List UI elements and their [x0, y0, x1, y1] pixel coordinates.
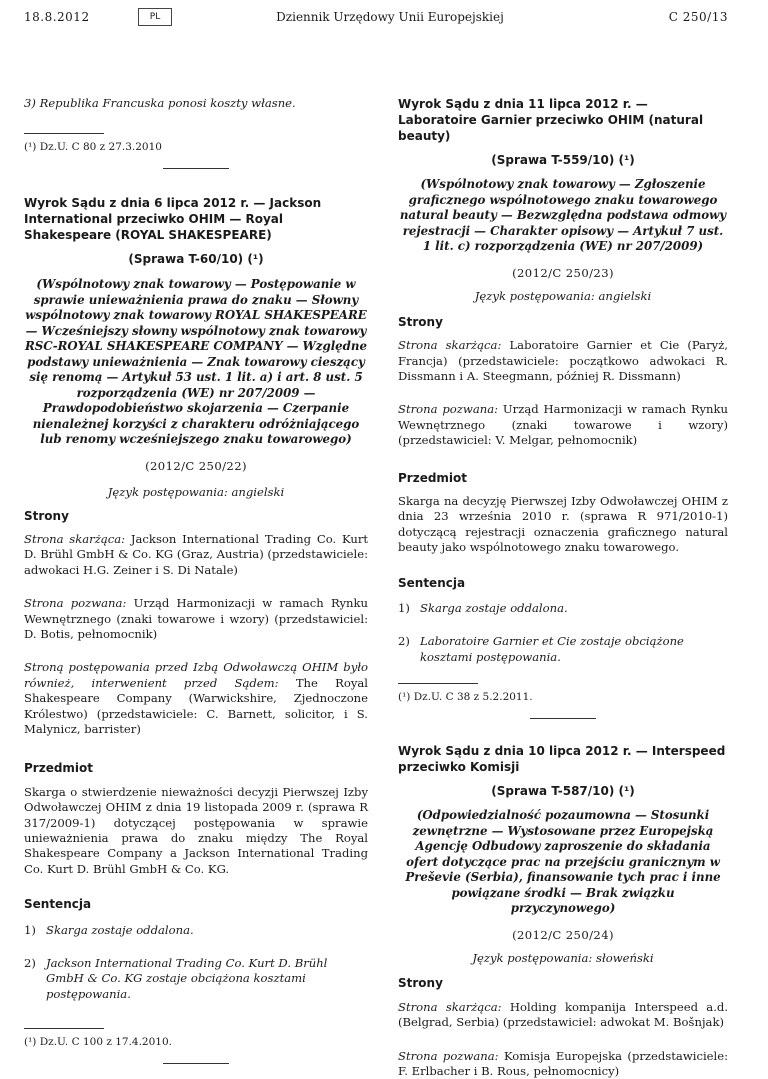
- ruling-item: [398, 601, 728, 616]
- subject-heading: Przedmiot: [24, 761, 94, 776]
- applicant-text: Holding kompanija Interspeed a.d. (Belgrad, Serbia) (przedstawiciel: adwokat M. Bošnjak): [398, 999, 729, 1030]
- case-number: (Sprawa T-559/10) (¹): [491, 153, 635, 167]
- case-title: Wyrok Sądu z dnia 6 lipca 2012 r. — Jackson International przeciwko OHIM — Royal Shakespeare (ROYAL SHAKESPEARE): [24, 195, 322, 242]
- language-of-case: Język postępowania: angielski: [474, 289, 652, 304]
- intervener-label: Stroną postępowania przed Izbą Odwoławczą OHIM było również, interwenient przed Sądem:: [24, 660, 368, 690]
- document-reference: (2012/C 250/24): [512, 927, 614, 942]
- applicant-label: Strona skarżąca:: [24, 531, 126, 546]
- language-box: PL: [138, 8, 172, 26]
- ruling-item: [24, 956, 368, 1002]
- right-column: [398, 96, 728, 1079]
- document-reference: (2012/C 250/23): [512, 265, 614, 280]
- ruling-item-number: 2): [24, 956, 36, 971]
- left-column: [24, 96, 368, 1064]
- section-separator: [530, 718, 596, 719]
- section-separator: [163, 168, 229, 169]
- footnote: (¹) Dz.U. C 38 z 5.2.2011.: [398, 691, 533, 704]
- case-title: Wyrok Sądu z dnia 11 lipca 2012 r. — Laboratoire Garnier przeciwko OHIM (natural beauty): [398, 97, 704, 143]
- applicant-text: Laboratoire Garnier et Cie (Paryż, Francja) (przedstawiciele: początkowo adwokaci R. Dissmann i A. Steegmann, później R. Dissmann): [398, 338, 728, 383]
- case-number: (Sprawa T-60/10) (¹): [128, 251, 264, 266]
- intro-ruling-item: 3) Republika Francuska ponosi koszty własne.: [24, 96, 296, 110]
- applicant-text: Jackson International Trading Co. Kurt D. Brühl GmbH & Co. KG (Graz, Austria) (przedstawiciele: adwokaci H.G. Zeiner i S. Di Natale): [24, 531, 369, 577]
- defendant-paragraph: [398, 1049, 728, 1079]
- parties-heading: Strony: [24, 508, 69, 523]
- intervener-paragraph: [24, 660, 368, 737]
- ruling-item-number: 1): [24, 922, 36, 937]
- applicant-label: Strona skarżąca:: [398, 338, 502, 353]
- ruling-item: [398, 634, 728, 665]
- defendant-label: Strona pozwana:: [24, 596, 127, 611]
- parties-heading: Strony: [398, 976, 443, 991]
- applicant-paragraph: [398, 1000, 728, 1031]
- subject-heading: Przedmiot: [398, 470, 468, 485]
- defendant-text: Urząd Harmonizacji w ramach Rynku Wewnętrznego (znaki towarowe i wzory) (przedstawiciel: D. Botis, pełnomocnik): [24, 596, 368, 641]
- ruling-item: [24, 923, 368, 938]
- defendant-paragraph: [398, 402, 728, 448]
- subject-text: Skarga o stwierdzenie nieważności decyzji Pierwszej Izby Odwoławczej OHIM z dnia 19 listopada 2009 r. (sprawa R 317/2009-1) dotyczącej postępowania w sprawie unieważnienia prawa do znaku między The Royal Shakespeare Company a Jackson International Trading Co. Kurt D. Brühl GmbH & Co. KG.: [24, 784, 368, 876]
- case-keywords: (Wspólnotowy znak towarowy — Postępowanie w sprawie unieważnienia prawa do znaku — Słowny wspólnotowy znak towarowy ROYAL SHAKESPEARE — Wcześniejszy słowny wspólnotowy znak towarowy RSC-ROYAL SHAKESPEARE COMPANY — Względne podstawy unieważnienia — Znak towarowy cieszący się renomą — Artykuł 53 ust. 1 lit. a) i art. 8 ust. 5 rozporządzenia (WE) nr 207/2009 — Prawdopodobieństwo skojarzenia — Czerpanie nienależnej korzyści z charakteru odróżniającego lub renomy wcześniejszego znaku towarowego): [24, 277, 368, 447]
- ruling-heading: Sentencja: [398, 575, 466, 590]
- page-header: [0, 0, 768, 40]
- case-keywords: (Odpowiedzialność pozaumowna — Stosunki zewnętrzne — Wystosowane przez Europejską Agencję Odbudowy zaproszenie do składania ofert dotyczące prac na przejściu granicznym w Preševie (Serbia), finansowanie tych prac i inne powiązane środki — Brak związku przyczynowego): [405, 808, 721, 916]
- parties-heading: Strony: [398, 314, 443, 329]
- ruling-heading: Sentencja: [24, 897, 92, 912]
- ruling-item-text: Skarga zostaje oddalona.: [46, 922, 194, 937]
- footnote-rule: [398, 683, 478, 684]
- applicant-label: Strona skarżąca:: [398, 999, 502, 1014]
- defendant-label: Strona pozwana:: [398, 402, 499, 417]
- language-of-case: Język postępowania: słoweński: [472, 950, 654, 965]
- defendant-text: Komisja Europejska (przedstawiciele: F. Erlbacher i B. Rous, pełnomocnicy): [398, 1048, 728, 1078]
- defendant-text: Urząd Harmonizacji w ramach Rynku Wewnętrznego (znaki towarowe i wzory) (przedstawiciel: V. Melgar, pełnomocnik): [398, 402, 728, 448]
- footnote-rule: [24, 133, 104, 134]
- defendant-label: Strona pozwana:: [398, 1048, 499, 1063]
- ruling-item-number: 2): [398, 634, 410, 649]
- page-reference: C 250/13: [668, 10, 728, 24]
- footnote-rule: [24, 1028, 104, 1029]
- footnote: (¹) Dz.U. C 100 z 17.4.2010.: [24, 1036, 172, 1049]
- journal-title: Dziennik Urzędowy Unii Europejskiej: [276, 10, 504, 24]
- case-title: Wyrok Sądu z dnia 10 lipca 2012 r. — Interspeed przeciwko Komisji: [398, 743, 726, 774]
- document-reference: (2012/C 250/22): [145, 458, 247, 473]
- applicant-paragraph: [398, 338, 728, 384]
- applicant-paragraph: [24, 532, 368, 578]
- case-number: (Sprawa T-587/10) (¹): [491, 783, 635, 798]
- publication-date: 18.8.2012: [24, 10, 90, 24]
- subject-text: Skarga na decyzję Pierwszej Izby Odwoławczej OHIM z dnia 23 września 2010 r. (sprawa R 971/2010-1) dotyczącą rejestracji oznaczenia graficznego natural beauty jako wspólnotowego znaku towarowego.: [398, 493, 728, 555]
- intervener-text: The Royal Shakespeare Company (Warwickshire, Zjednoczone Królestwo) (przedstawiciele: C. Barnett, solicitor, i S. Malynicz, barrister): [24, 675, 368, 736]
- ruling-item-text: Jackson International Trading Co. Kurt D. Brühl GmbH & Co. KG zostaje obciążona kosztami postępowania.: [46, 956, 328, 1001]
- section-separator: [163, 1063, 229, 1064]
- ruling-item-text: Laboratoire Garnier et Cie zostaje obciążone kosztami postępowania.: [420, 634, 684, 664]
- language-of-case: Język postępowania: angielski: [107, 485, 285, 500]
- footnote: (¹) Dz.U. C 80 z 27.3.2010: [24, 141, 162, 154]
- ruling-item-text: Skarga zostaje oddalona.: [420, 601, 568, 615]
- defendant-paragraph: [24, 596, 368, 642]
- case-keywords: (Wspólnotowy znak towarowy — Zgłoszenie graficznego wspólnotowego znaku towarowego natural beauty — Bezwzględna podstawa odmowy rejestracji — Charakter opisowy — Artykuł 7 ust. 1 lit. c) rozporządzenia (WE) nr 207/2009): [399, 177, 727, 254]
- ruling-item-number: 1): [398, 601, 410, 615]
